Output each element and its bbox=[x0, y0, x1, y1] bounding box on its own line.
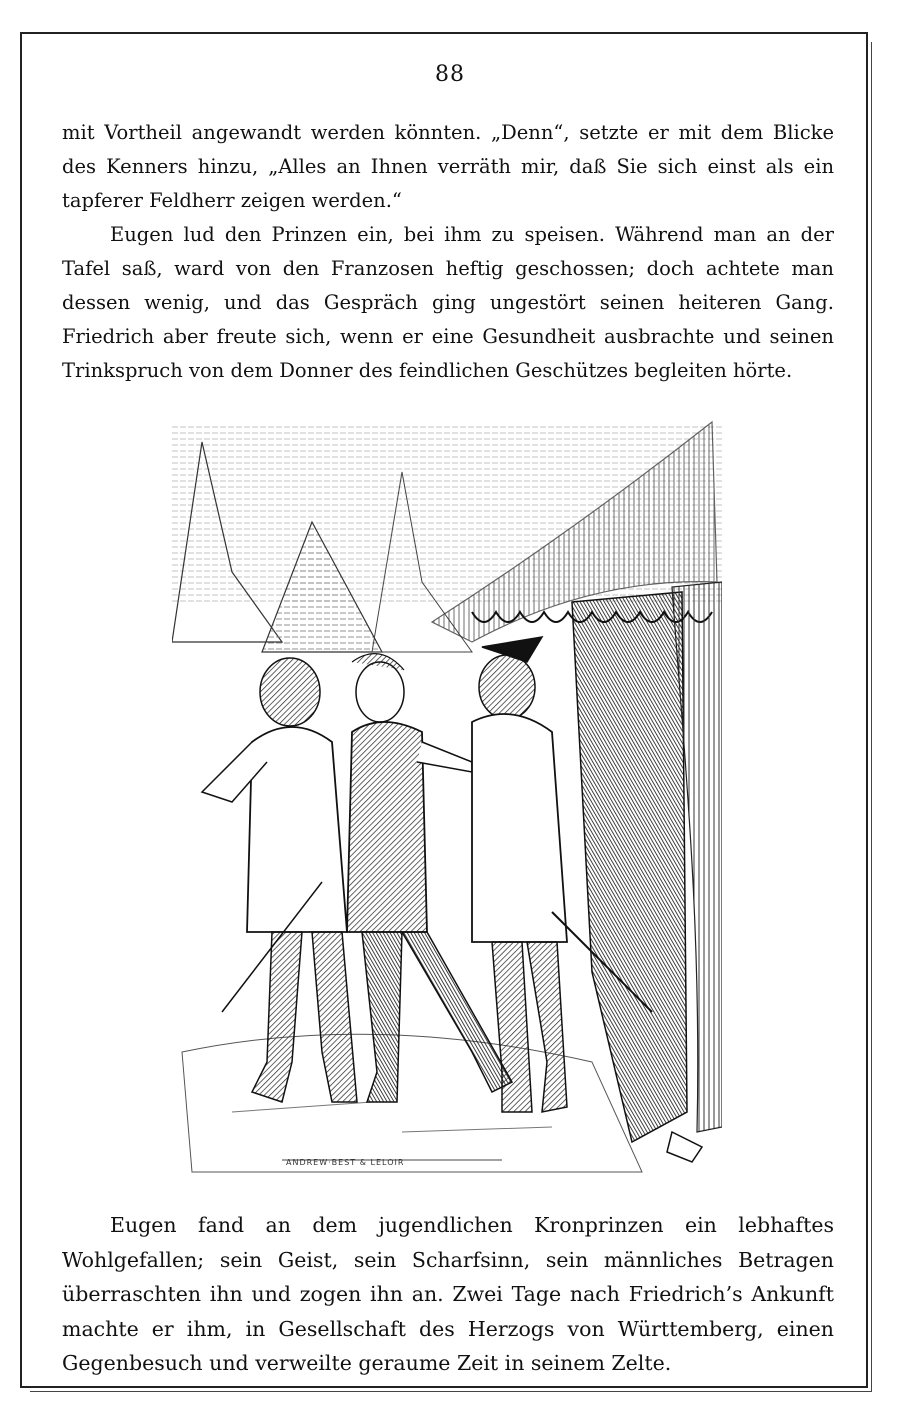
figure-eugen bbox=[202, 658, 357, 1102]
hat-on-ground bbox=[667, 1132, 702, 1162]
top-text-block bbox=[62, 116, 834, 388]
bottom-text-block bbox=[62, 1208, 834, 1381]
engraving-illustration bbox=[172, 412, 722, 1182]
ground-line bbox=[182, 1034, 642, 1172]
tent-interior bbox=[572, 592, 687, 1142]
page-number: 88 bbox=[435, 62, 465, 87]
paragraph-visit: Eugen fand an dem jugendlichen Kronprinzen ein lebhaftes Wohlgefallen; sein Geist, sein Scharfsinn, sein männliches Betragen überraschten ihn und zogen ihn an. Zwei Tage nach Friedrich’s Ankunft machte er ihm, in Gesellschaft des Herzogs von Württemberg, einen Gegenbesuch und verweilte geraume Zeit in seinem Zelte. bbox=[62, 1213, 834, 1375]
paragraph-dinner: Eugen lud den Prinzen ein, bei ihm zu speisen. Während man an der Tafel saß, ward von den Franzosen heftig geschossen; doch achtete man dessen wenig, und das Gespräch ging ungestört seinen heiteren Gang. Friedrich aber freute sich, wenn er eine Gesundheit ausbrachte und seinen Trinkspruch von dem Donner des feindlichen Geschützes begleiten hörte. bbox=[62, 223, 834, 382]
paragraph-continuation: mit Vortheil angewandt werden könnten. „Denn“, setzte er mit dem Blicke des Kenners hinzu, „Alles an Ihnen verräth mir, daß Sie sich einst als ein tapferer Feldherr zeigen werden.“ bbox=[62, 121, 834, 212]
engraver-signature: ANDREW·BEST & LELOIR bbox=[286, 1158, 405, 1167]
